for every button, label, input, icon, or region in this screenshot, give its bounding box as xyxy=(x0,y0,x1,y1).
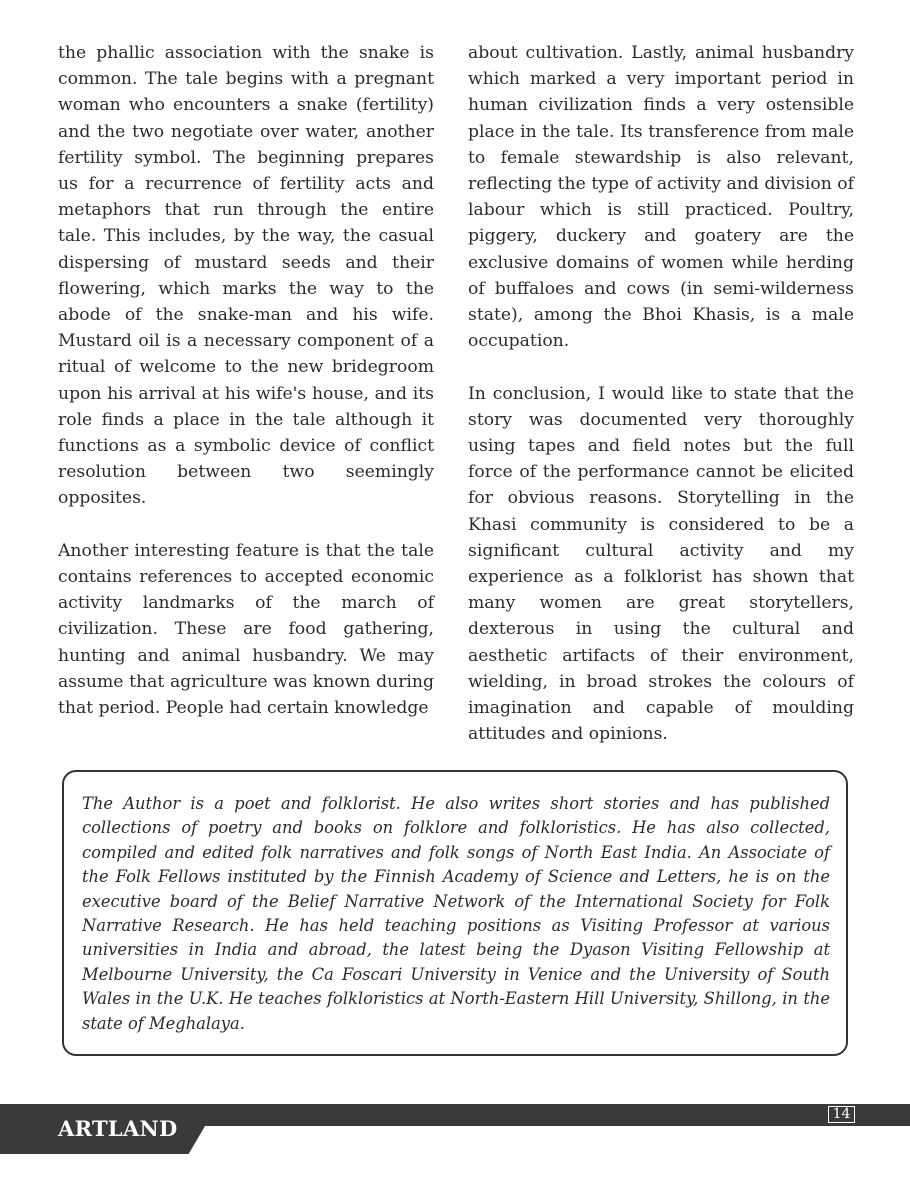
page-number: 14 xyxy=(828,1106,855,1123)
body-paragraph: In conclusion, I would like to state that the story was documented very thoroughly using tapes and field notes but the full force of the performance cannot be elicited for obvious reasons. Storytelling in the Khasi community is considered to be a significant cultural activity and my experience as a folklorist has shown that many women are great storytellers, dexterous in using the cultural and aesthetic artifacts of their environment, wielding, in broad strokes the colours of imagination and capable of moulding attitudes and opinions. xyxy=(468,383,854,745)
body-paragraph: Another interesting feature is that the tale contains references to accepted economic activity landmarks of the march of civilization. These are food gathering, hunting and animal husbandry. We may assume that agriculture was known during that period. People had certain knowledge xyxy=(58,540,434,719)
body-paragraph: about cultivation. Lastly, animal husbandry which marked a very important period in human civilization finds a very ostensible place in the tale. Its transference from male to female stewardship is also relevant, reflecting the type of activity and division of labour which is still practiced. Poultry, piggery, duckery and goatery are the exclusive domains of women while herding of buffaloes and cows (in semi-wilderness state), among the Bhoi Khasis, is a male occupation. xyxy=(468,43,854,352)
body-paragraph: the phallic association with the snake is common. The tale begins with a pregnant woman who encounters a snake (fertility) and the two negotiate over water, another fertility symbol. The beginning prepares us for a recurrence of fertility acts and metaphors that run through the entire tale. This includes, by the way, the casual dispersing of mustard seeds and their flowering, which marks the way to the abode of the snake-man and his wife. Mustard oil is a necessary component of a ritual of welcome to the new bridegroom upon his arrival at his wife's house, and its role finds a place in the tale although it functions as a symbolic device of conflict resolution between two seemingly opposites. xyxy=(58,43,434,509)
publication-name: ARTLAND xyxy=(58,1116,178,1141)
right-column xyxy=(468,40,854,747)
author-bio-text: The Author is a poet and folklorist. He also writes short stories and has published collections of poetry and books on folklore and folkloristics. He has also collected, compiled and edited folk narratives and folk songs of North East India. An Associate of the Folk Fellows instituted by the Finnish Academy of Science and Letters, he is on the executive board of the Belief Narrative Network of the International Society for Folk Narrative Research. He has held teaching positions as Visiting Professor at various universities in India and abroad, the latest being the Dyason Visiting Fellowship at Melbourne University, the Ca Foscari University in Venice and the University of South Wales in the U.K. He teaches folkloristics at North-Eastern Hill University, Shillong, in the state of Meghalaya. xyxy=(82,794,830,1033)
left-column xyxy=(58,40,434,721)
author-bio-box xyxy=(62,770,848,1056)
